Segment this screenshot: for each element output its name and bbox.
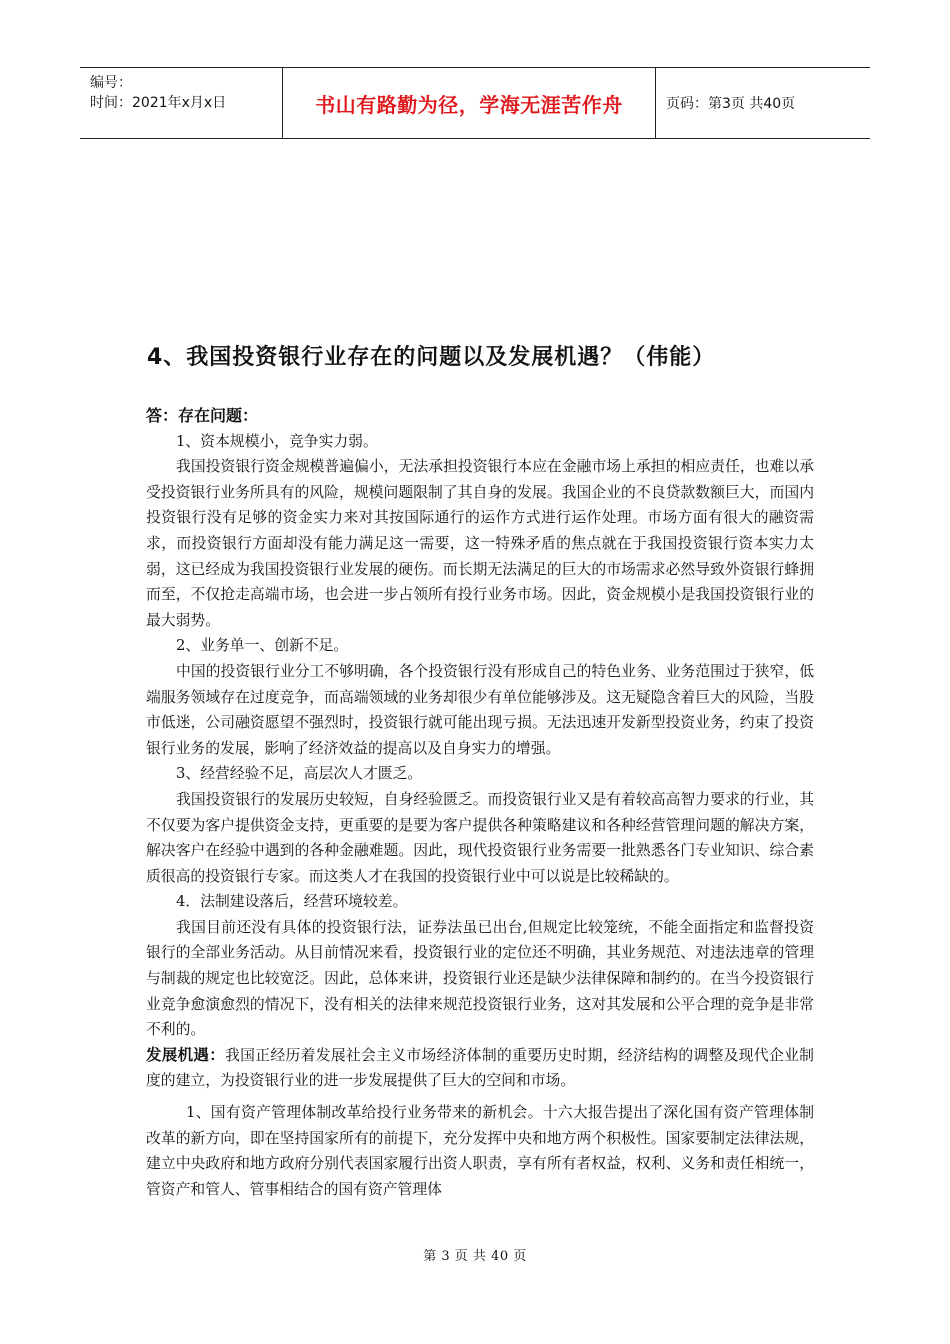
problem-title-4: 4．法制建设落后，经营环境较差。 bbox=[176, 893, 408, 911]
problem-body-1: 我国投资银行资金规模普遍偏小，无法承担投资银行本应在金融市场上承担的相应责任，也难以承受投资银行业务所具有的风险，规模问题限制了其自身的发展。我国企业的不良贷款数额巨大，而国内投资银行没有足够的资金实力来对其按国际通行的运作方式进行运作处理。市场方面有很大的融资需求，而投资银行方面却没有能力满足这一需要，这一特殊矛盾的焦点就在于我国投资银行资本实力太弱，这已经成为我国投资银行业发展的硬伤。而长期无法满足的巨大的市场需求必然导致外资银行蜂拥而至，不仅抢走高端市场，也会进一步占领所有投行业务市场。因此，资金规模小是我国投资银行业的最大弱势。 bbox=[146, 458, 814, 629]
development-item-1: 1、国有资产管理体制改革给投行业务带来的新机会。十六大报告提出了深化国有资产管理体制改革的新方向，即在坚持国家所有的前提下，充分发挥中央和地方两个积极性。国家要制定法律法规，建立中央政府和地方政府分别代表国家履行出资人职责，享有所有者权益，权利、义务和责任相统一，管资产和管人、管事相结合的国有资产管理体 bbox=[146, 1104, 814, 1198]
header-motto: 书山有路勤为径，学海无涯苦作舟 bbox=[315, 92, 623, 117]
problem-title-1: 1、资本规模小，竞争实力弱。 bbox=[176, 432, 378, 450]
page-footer: 第 3 页 共 40 页 bbox=[423, 1249, 527, 1264]
problem-title-2: 2、业务单一、创新不足。 bbox=[176, 637, 349, 655]
page-header bbox=[80, 67, 870, 139]
question-heading: 4、我国投资银行业存在的问题以及发展机遇？（伟能） bbox=[147, 345, 716, 370]
answer-body bbox=[146, 403, 814, 1202]
answer-heading: 答：存在问题： bbox=[146, 406, 259, 425]
problem-title-3: 3、经营经验不足，高层次人才匮乏。 bbox=[176, 765, 423, 783]
development-intro: 我国正经历着发展社会主义市场经济体制的重要历史时期，经济结构的调整及现代企业制度的建立，为投资银行业的进一步发展提供了巨大的空间和市场。 bbox=[146, 1046, 814, 1090]
doc-time-label: 时间：2021年x月x日 bbox=[90, 95, 227, 111]
header-page-cell bbox=[656, 68, 870, 138]
problem-body-2: 中国的投资银行业分工不够明确，各个投资银行没有形成自己的特色业务、业务范围过于狭窄，低端服务领域存在过度竞争，而高端领域的业务却很少有单位能够涉及。这无疑隐含着巨大的风险，当股市低迷，公司融资愿望不强烈时，投资银行就可能出现亏损。无法迅速开发新型投资业务，约束了投资银行业务的发展，影响了经济效益的提高以及自身实力的增强。 bbox=[146, 662, 814, 757]
doc-number-label: 编号： bbox=[90, 75, 132, 91]
development-label: 发展机遇： bbox=[146, 1045, 226, 1064]
header-meta bbox=[80, 68, 282, 138]
development-paragraph bbox=[146, 1043, 814, 1094]
problem-body-4: 我国目前还没有具体的投资银行法，证券法虽已出台,但规定比较笼统，不能全面指定和监督投资银行的全部业务活动。从目前情况来看，投资银行业的定位还不明确，其业务规范、对违法违章的管理与制裁的规定也比较宽泛。因此，总体来讲，投资银行业还是缺少法律保障和制约的。在当今投资银行业竞争愈演愈烈的情况下，没有相关的法律来规范投资银行业务，这对其发展和公平合理的竞争是非常不利的。 bbox=[146, 918, 814, 1039]
problem-body-3: 我国投资银行的发展历史较短，自身经验匮乏。而投资银行业又是有着较高高智力要求的行业，其不仅要为客户提供资金支持，更重要的是要为客户提供各种策略建议和各种经营管理问题的解决方案，解决客户在经验中遇到的各种金融难题。因此，现代投资银行业务需要一批熟悉各门专业知识、综合素质很高的投资银行专家。而这类人才在我国的投资银行业中可以说是比较稀缺的。 bbox=[146, 790, 814, 885]
header-motto-cell bbox=[282, 68, 656, 138]
header-page-info: 页码：第3页 共40页 bbox=[666, 96, 796, 112]
